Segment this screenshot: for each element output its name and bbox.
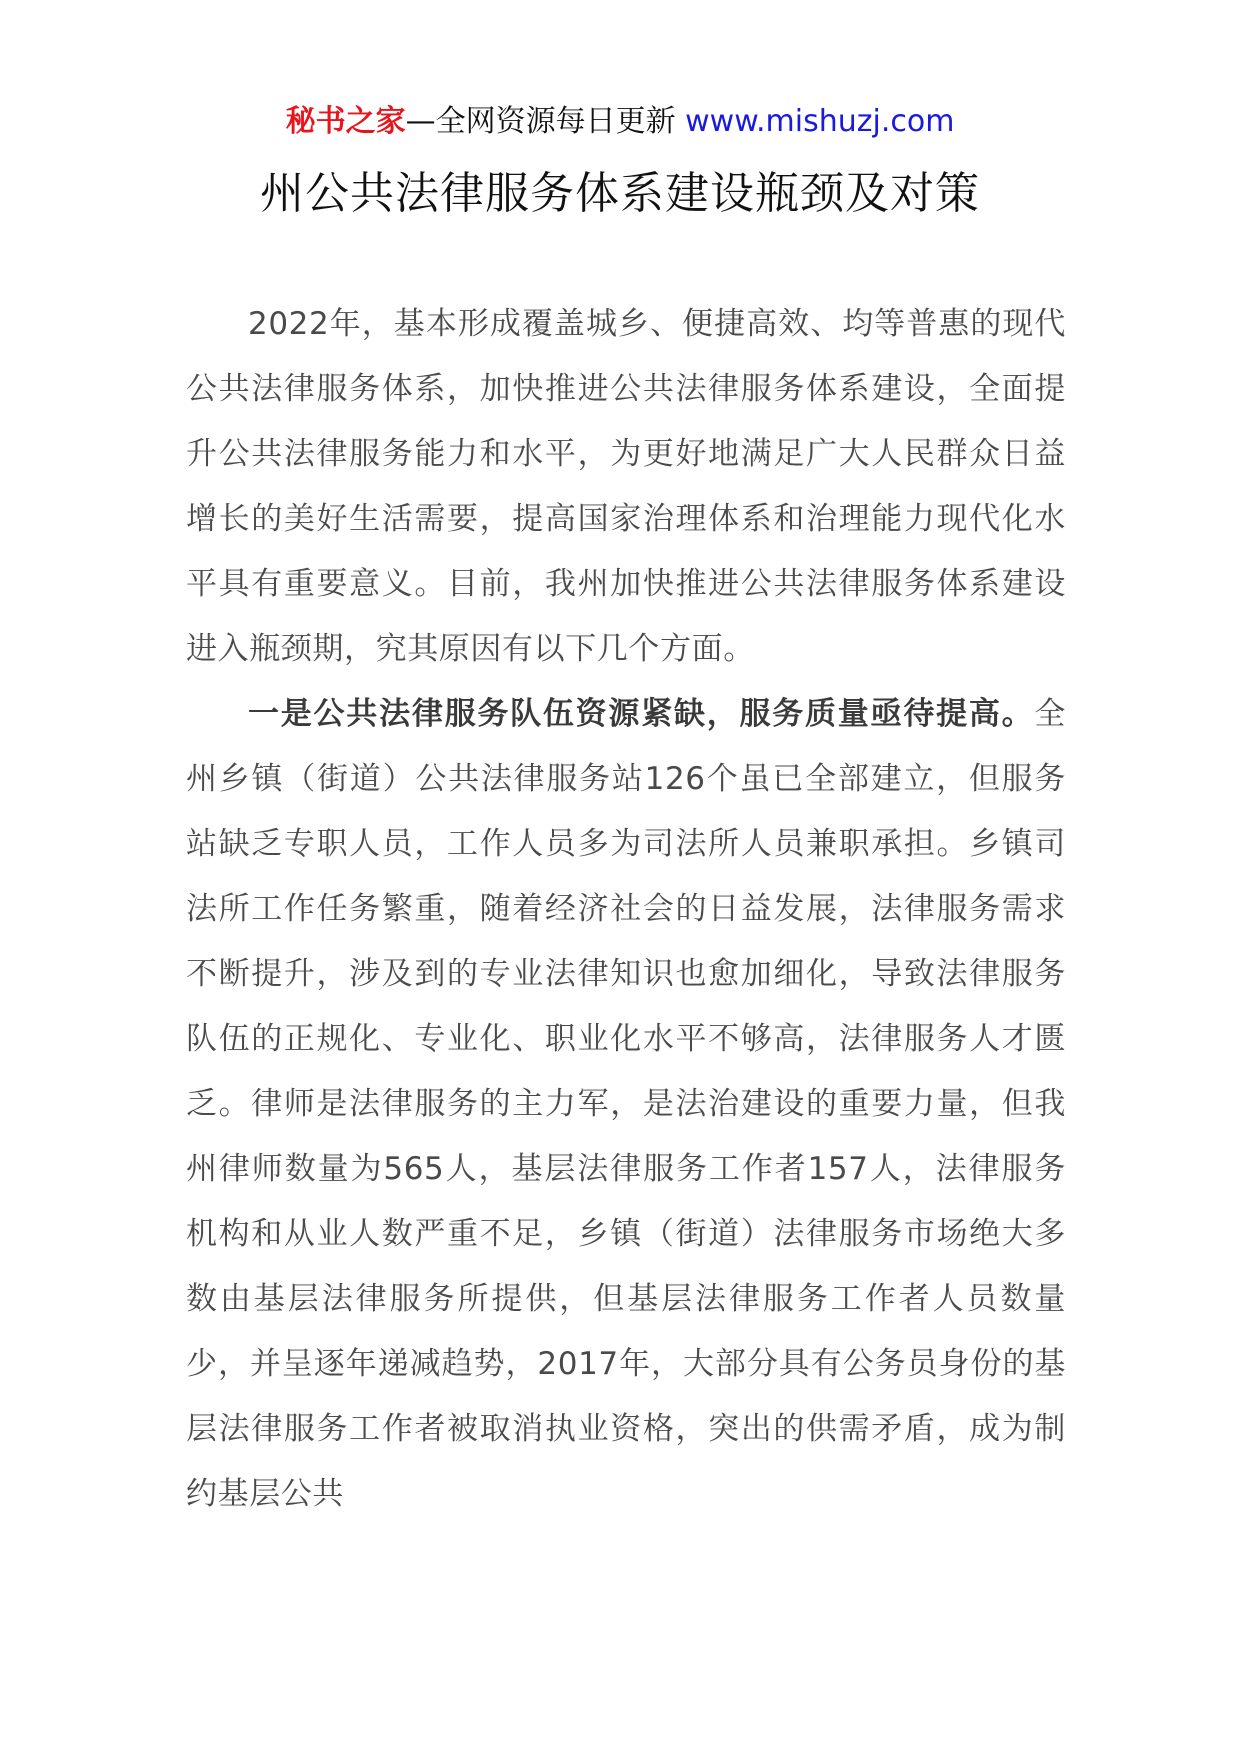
- intro-paragraph: [186, 292, 1066, 682]
- document-title: 州公共法律服务体系建设瓶颈及对策: [260, 168, 980, 219]
- section-one-paragraph: [186, 682, 1066, 1527]
- site-header: [0, 100, 1240, 144]
- header-tagline: —全网资源每日更新: [405, 104, 676, 139]
- brand-name: 秘书之家: [285, 104, 406, 139]
- document-body: [186, 292, 1066, 1527]
- site-url-link[interactable]: www.mishuzj.com: [685, 104, 955, 139]
- section-one-lead: 一是公共法律服务队伍资源紧缺，服务质量亟待提高。: [248, 696, 1035, 732]
- section-one-text: 全州乡镇（街道）公共法律服务站126个虽已全部建立，但服务站缺乏专职人员，工作人员多为司法所人员兼职承担。乡镇司法所工作任务繁重，随着经济社会的日益发展，法律服务需求不断提升，涉及到的专业法律知识也愈加细化，导致法律服务队伍的正规化、专业化、职业化水平不够高，法律服务人才匮乏。律师是法律服务的主力军，是法治建设的重要力量，但我州律师数量为565人，基层法律服务工作者157人，法律服务机构和从业人数严重不足，乡镇（街道）法律服务市场绝大多数由基层法律服务所提供，但基层法律服务工作者人员数量少，并呈逐年递减趋势，2017年，大部分具有公务员身份的基层法律服务工作者被取消执业资格，突出的供需矛盾，成为制约基层公共: [186, 696, 1066, 1512]
- intro-paragraph-text: 2022年，基本形成覆盖城乡、便捷高效、均等普惠的现代公共法律服务体系，加快推进公共法律服务体系建设，全面提升公共法律服务能力和水平，为更好地满足广大人民群众日益增长的美好生活需要，提高国家治理体系和治理能力现代化水平具有重要意义。目前，我州加快推进公共法律服务体系建设进入瓶颈期，究其原因有以下几个方面。: [186, 306, 1066, 667]
